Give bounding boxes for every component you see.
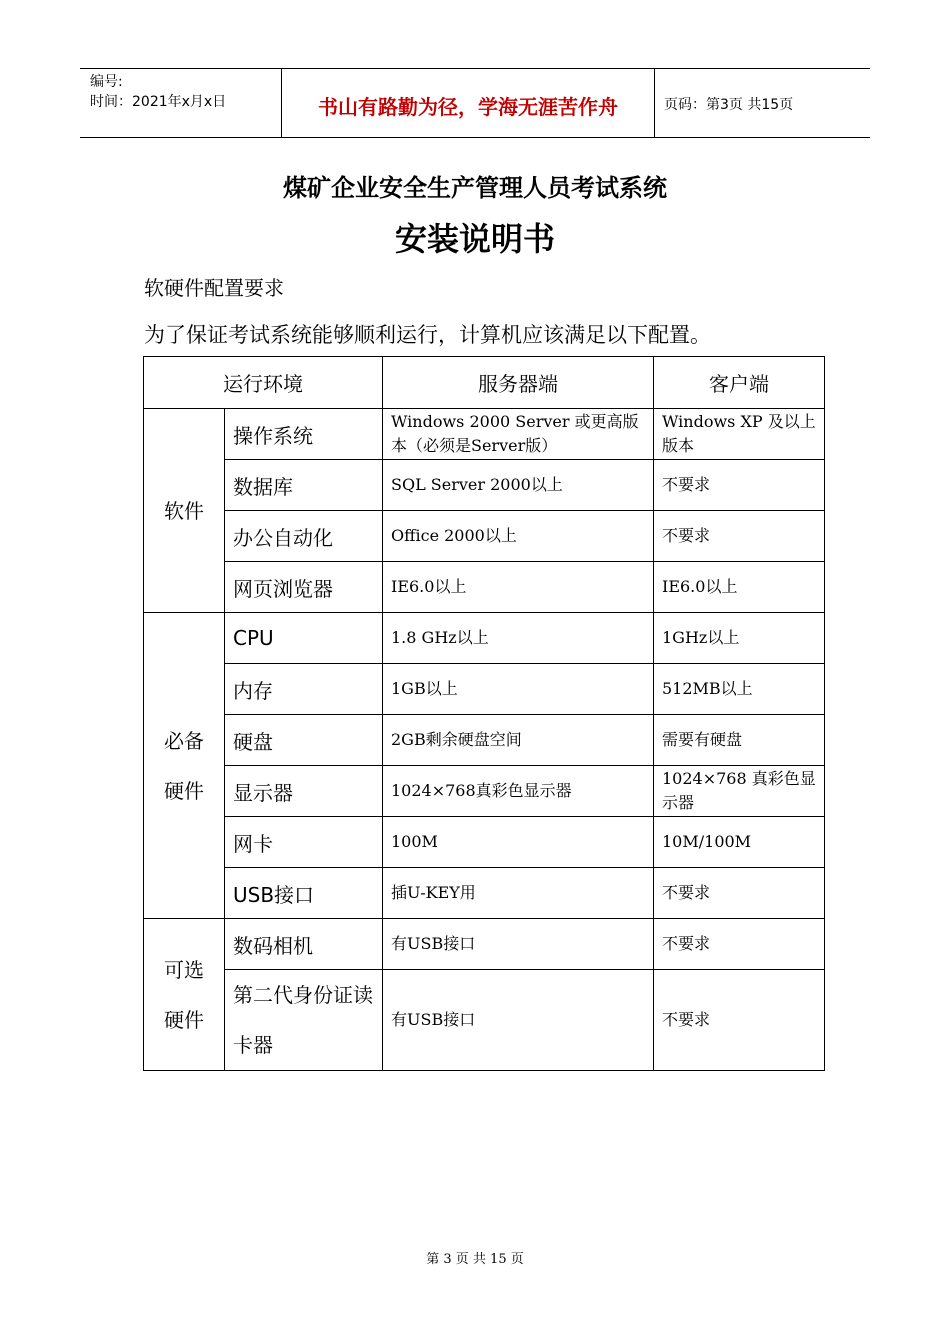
table-row	[144, 664, 825, 715]
number-label: 编号:	[90, 74, 123, 90]
header-meta	[80, 69, 280, 137]
item-cell: USB接口	[225, 868, 383, 919]
table-row	[144, 970, 825, 1071]
server-cell: Windows 2000 Server 或更高版本（必须是Server版）	[383, 409, 654, 460]
item-cell: 数据库	[225, 460, 383, 511]
client-cell: 1024×768 真彩色显示器	[654, 766, 825, 817]
item-cell: 办公自动化	[225, 511, 383, 562]
client-cell: 需要有硬盘	[654, 715, 825, 766]
server-cell: 有USB接口	[383, 919, 654, 970]
category-optional-hardware	[144, 919, 225, 1071]
server-cell: IE6.0以上	[383, 562, 654, 613]
item-cell: 第二代身份证读卡器	[225, 970, 383, 1071]
category-line: 可选	[164, 957, 204, 982]
category-line: 硬件	[164, 778, 204, 803]
client-cell: 10M/100M	[654, 817, 825, 868]
header-env: 运行环境	[144, 357, 383, 409]
server-cell: 100M	[383, 817, 654, 868]
table-row	[144, 460, 825, 511]
server-cell: 插U-KEY用	[383, 868, 654, 919]
item-cell: 操作系统	[225, 409, 383, 460]
header-page-cell	[654, 69, 870, 137]
document-subtitle: 安装说明书	[394, 220, 555, 258]
header-motto-cell	[281, 69, 655, 137]
section-heading: 软硬件配置要求	[144, 276, 284, 300]
requirements-table	[143, 356, 825, 1071]
item-cell: 硬盘	[225, 715, 383, 766]
server-cell: Office 2000以上	[383, 511, 654, 562]
server-cell: 1024×768真彩色显示器	[383, 766, 654, 817]
category-software: 软件	[144, 409, 225, 613]
server-cell: 1GB以上	[383, 664, 654, 715]
table-row	[144, 919, 825, 970]
client-cell: Windows XP 及以上版本	[654, 409, 825, 460]
client-cell: 不要求	[654, 868, 825, 919]
client-cell: 512MB以上	[654, 664, 825, 715]
item-cell: 显示器	[225, 766, 383, 817]
item-cell: 内存	[225, 664, 383, 715]
page-info: 页码：第3页 共15页	[664, 97, 794, 113]
header-server: 服务器端	[383, 357, 654, 409]
table-row	[144, 613, 825, 664]
document-title: 煤矿企业安全生产管理人员考试系统	[283, 173, 667, 202]
server-cell: 2GB剩余硬盘空间	[383, 715, 654, 766]
server-cell: 有USB接口	[383, 970, 654, 1071]
item-cell: 网页浏览器	[225, 562, 383, 613]
client-cell: 不要求	[654, 970, 825, 1071]
table-row	[144, 766, 825, 817]
table-row	[144, 562, 825, 613]
table-header-row	[144, 357, 825, 409]
category-required-hardware	[144, 613, 225, 919]
category-line: 硬件	[164, 1007, 204, 1032]
table-row	[144, 817, 825, 868]
server-cell: SQL Server 2000以上	[383, 460, 654, 511]
time-label: 时间：2021年x月x日	[90, 94, 227, 110]
server-cell: 1.8 GHz以上	[383, 613, 654, 664]
client-cell: 不要求	[654, 511, 825, 562]
category-line: 必备	[164, 728, 204, 753]
item-cell: 网卡	[225, 817, 383, 868]
table-row	[144, 409, 825, 460]
table-row	[144, 868, 825, 919]
intro-paragraph: 为了保证考试系统能够顺利运行，计算机应该满足以下配置。	[144, 323, 711, 347]
client-cell: 不要求	[654, 919, 825, 970]
table-row	[144, 715, 825, 766]
motto-text: 书山有路勤为径，学海无涯苦作舟	[318, 95, 618, 119]
client-cell: IE6.0以上	[654, 562, 825, 613]
table-row	[144, 511, 825, 562]
item-cell: CPU	[225, 613, 383, 664]
client-cell: 不要求	[654, 460, 825, 511]
header-client: 客户端	[654, 357, 825, 409]
client-cell: 1GHz以上	[654, 613, 825, 664]
page-header	[80, 68, 870, 138]
item-cell: 数码相机	[225, 919, 383, 970]
page-footer: 第 3 页 共 15 页	[426, 1252, 524, 1267]
